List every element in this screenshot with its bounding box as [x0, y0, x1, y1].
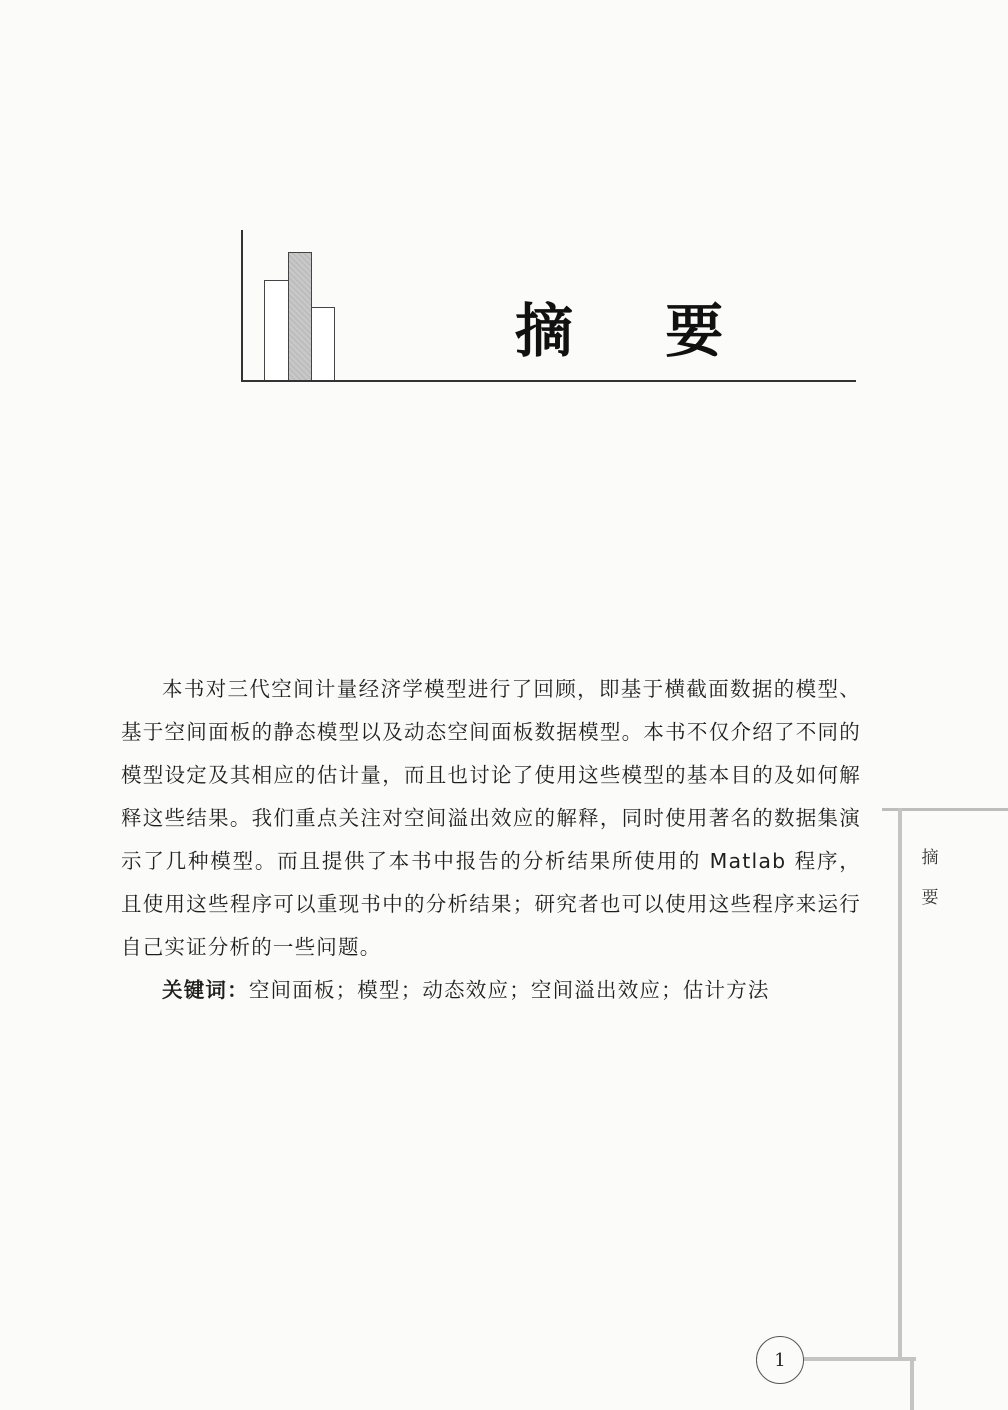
chapter-title: 摘 要 [515, 297, 760, 365]
keywords-label: 关键词： [162, 978, 249, 1002]
thumb-tab-label: 摘要 [921, 848, 939, 908]
page-number: 1 [756, 1336, 804, 1384]
header-bar-middle-icon [288, 252, 312, 382]
thumb-tab-vertical-rule [898, 808, 902, 1360]
abstract-paragraph: 本书对三代空间计量经济学模型进行了回顾，即基于横截面数据的模型、基于空间面板的静态模型以及动态空间面板数据模型。本书不仅介绍了不同的模型设定及其相应的估计量，而且也讨论了使用这些模型的基本目的及如何解释这些结果。我们重点关注对空间溢出效应的解释，同时使用著名的数据集演示了几种模型。而且提供了本书中报告的分析结果所使用的 Matlab 程序，且使用这些程序可以重现书中的分析结果；研究者也可以使用这些程序来运行自己实证分析的一些问题。 [121, 677, 861, 959]
header-bar-left-icon [264, 280, 289, 382]
thumb-tab-lower-rule [910, 1357, 914, 1410]
thumb-tab-bottom-rule [804, 1357, 916, 1361]
header-vertical-rule [241, 230, 243, 382]
header-horizontal-rule [241, 380, 856, 382]
keywords-line [121, 969, 861, 1012]
header-bar-right-icon [311, 307, 335, 382]
abstract-body [121, 668, 861, 1012]
keywords-text: 空间面板；模型；动态效应；空间溢出效应；估计方法 [248, 978, 770, 1002]
